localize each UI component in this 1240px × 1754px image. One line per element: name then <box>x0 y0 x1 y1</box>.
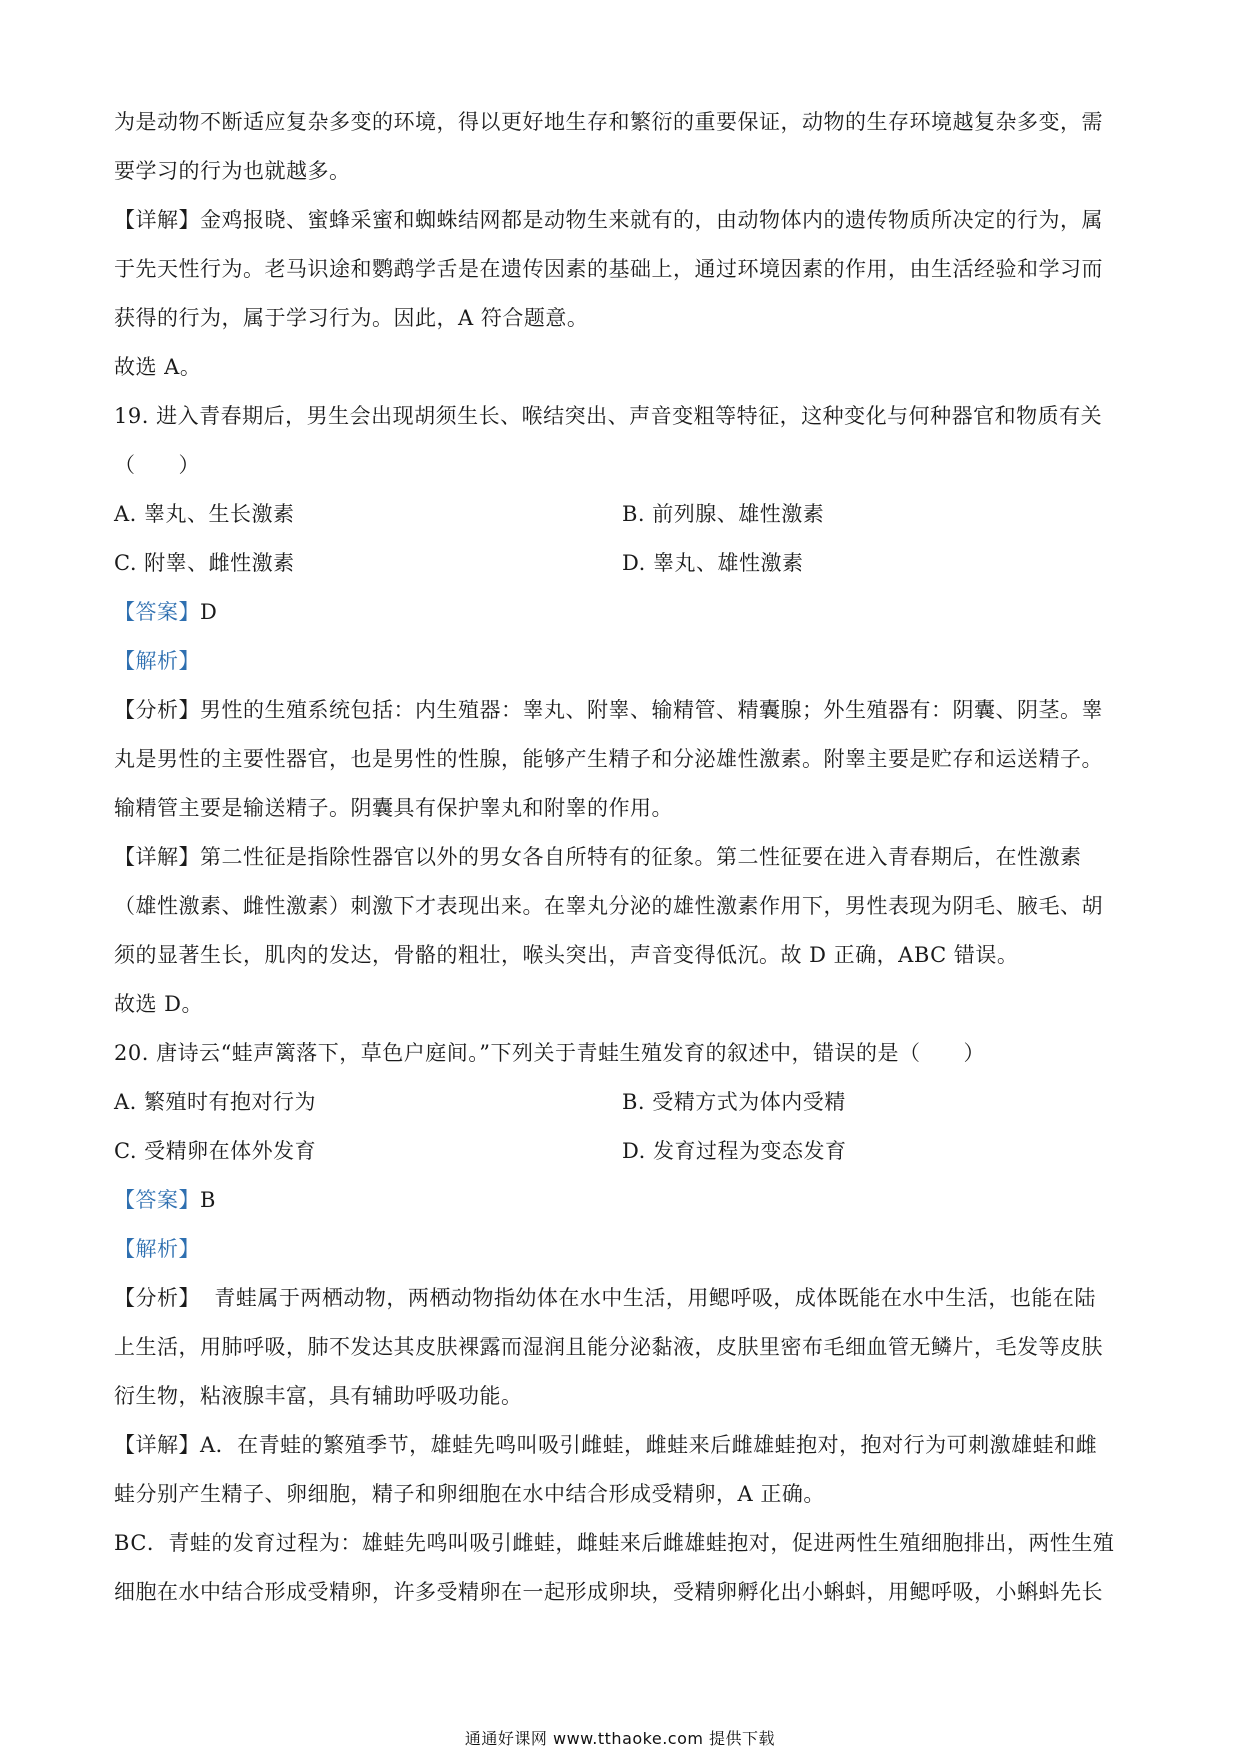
text-line: 要学习的行为也就越多。 <box>114 159 351 183</box>
detail-tag: 【详解】 <box>114 1433 200 1457</box>
text-line: 第二性征是指除性器官以外的男女各自所特有的征象。第二性征要在进入青春期后，在性激素 <box>200 845 1082 869</box>
analysis-heading <box>114 1225 1134 1274</box>
detail-paragraph <box>114 196 1134 245</box>
option-c: C. 受精卵在体外发育 <box>114 1139 317 1163</box>
answer-line <box>114 1176 1134 1225</box>
conclusion-line: 故选 D。 <box>114 992 204 1016</box>
text-line: 须的显著生长，肌肉的发达，骨骼的粗壮，喉头突出，声音变得低沉。故 D 正确，ABC 错误。 <box>114 943 1019 967</box>
analysis-tag: 【解析】 <box>114 649 200 673</box>
text-line: 金鸡报晓、蜜蜂采蜜和蜘蛛结网都是动物生来就有的，由动物体内的遗传物质所决定的行为，属 <box>200 208 1103 232</box>
footer-watermark: 通通好课网 www.tthaoke.com 提供下载 <box>464 1729 776 1748</box>
fenxi-paragraph <box>114 1274 1134 1323</box>
option-b: B. 受精方式为体内受精 <box>622 1090 846 1114</box>
conclusion-line: 故选 A。 <box>114 355 202 379</box>
text-line: 上生活，用肺呼吸，肺不发达其皮肤裸露而湿润且能分泌黏液，皮肤里密布毛细血管无鳞片，毛发等皮肤 <box>114 1335 1103 1359</box>
detail-tag: 【详解】 <box>114 845 200 869</box>
analysis-tag: 【解析】 <box>114 1237 200 1261</box>
text-line: 丸是男性的主要性器官，也是男性的性腺，能够产生精子和分泌雄性激素。附睾主要是贮存和运送精子。 <box>114 747 1103 771</box>
text-line: 获得的行为，属于学习行为。因此，A 符合题意。 <box>114 306 589 330</box>
text-line: 男性的生殖系统包括：内生殖器：睾丸、附睾、输精管、精囊腺；外生殖器有：阴囊、阴茎。睾 <box>200 698 1103 722</box>
question-20-options-row <box>114 1078 1134 1127</box>
text-line: 青蛙属于两栖动物，两栖动物指幼体在水中生活，用鳃呼吸，成体既能在水中生活，也能在陆 <box>200 1286 1096 1310</box>
option-a: A. 睾丸、生长激素 <box>114 502 295 526</box>
option-b: B. 前列腺、雄性激素 <box>622 502 825 526</box>
text-line: 输精管主要是输送精子。阴囊具有保护睾丸和附睾的作用。 <box>114 796 673 820</box>
question-19-options-row <box>114 490 1134 539</box>
fenxi-paragraph <box>114 686 1134 735</box>
answer-line <box>114 588 1134 637</box>
text-line: 细胞在水中结合形成受精卵，许多受精卵在一起形成卵块，受精卵孵化出小蝌蚪，用鳃呼吸，小蝌蚪先长 <box>114 1580 1103 1604</box>
option-c: C. 附睾、雌性激素 <box>114 551 295 575</box>
analysis-heading <box>114 637 1134 686</box>
text-line: 为是动物不断适应复杂多变的环境，得以更好地生存和繁衍的重要保证，动物的生存环境越复杂多变，需 <box>114 110 1103 134</box>
option-d: D. 睾丸、雄性激素 <box>622 551 804 575</box>
option-a: A. 繁殖时有抱对行为 <box>114 1090 317 1114</box>
text-line: 蛙分别产生精子、卵细胞，精子和卵细胞在水中结合形成受精卵，A 正确。 <box>114 1482 825 1506</box>
answer-tag: 【答案】 <box>114 1188 200 1212</box>
question-20-options-row <box>114 1127 1134 1176</box>
text-line: （雄性激素、雌性激素）刺激下才表现出来。在睾丸分泌的雄性激素作用下，男性表现为阴毛、腋毛、胡 <box>114 894 1103 918</box>
answer-value: B <box>200 1188 216 1212</box>
question-19-options-row <box>114 539 1134 588</box>
document-page <box>114 98 1134 1617</box>
option-d: D. 发育过程为变态发育 <box>622 1139 847 1163</box>
text-line: 衍生物，粘液腺丰富，具有辅助呼吸功能。 <box>114 1384 523 1408</box>
text-line: A．在青蛙的繁殖季节，雄蛙先鸣叫吸引雌蛙，雌蛙来后雌雄蛙抱对，抱对行为可刺激雄蛙和雌 <box>200 1433 1098 1457</box>
answer-value: D <box>200 600 218 624</box>
question-19-paren: （ ） <box>114 453 200 477</box>
detail-tag: 【详解】 <box>114 208 200 232</box>
fenxi-tag: 【分析】 <box>114 698 200 722</box>
question-20-stem: 20. 唐诗云“蛙声篱落下，草色户庭间。”下列关于青蛙生殖发育的叙述中，错误的是（ ） <box>114 1041 986 1065</box>
detail-paragraph <box>114 1421 1134 1470</box>
detail-paragraph <box>114 833 1134 882</box>
question-19-stem: 19. 进入青春期后，男生会出现胡须生长、喉结突出、声音变粗等特征，这种变化与何种器官和物质有关 <box>114 404 1103 428</box>
answer-tag: 【答案】 <box>114 600 200 624</box>
text-line: BC．青蛙的发育过程为：雄蛙先鸣叫吸引雌蛙，雌蛙来后雌雄蛙抱对，促进两性生殖细胞排出，两性生殖 <box>114 1531 1115 1555</box>
fenxi-tag: 【分析】 <box>114 1286 200 1310</box>
text-line: 于先天性行为。老马识途和鹦鹉学舌是在遗传因素的基础上，通过环境因素的作用，由生活经验和学习而 <box>114 257 1103 281</box>
